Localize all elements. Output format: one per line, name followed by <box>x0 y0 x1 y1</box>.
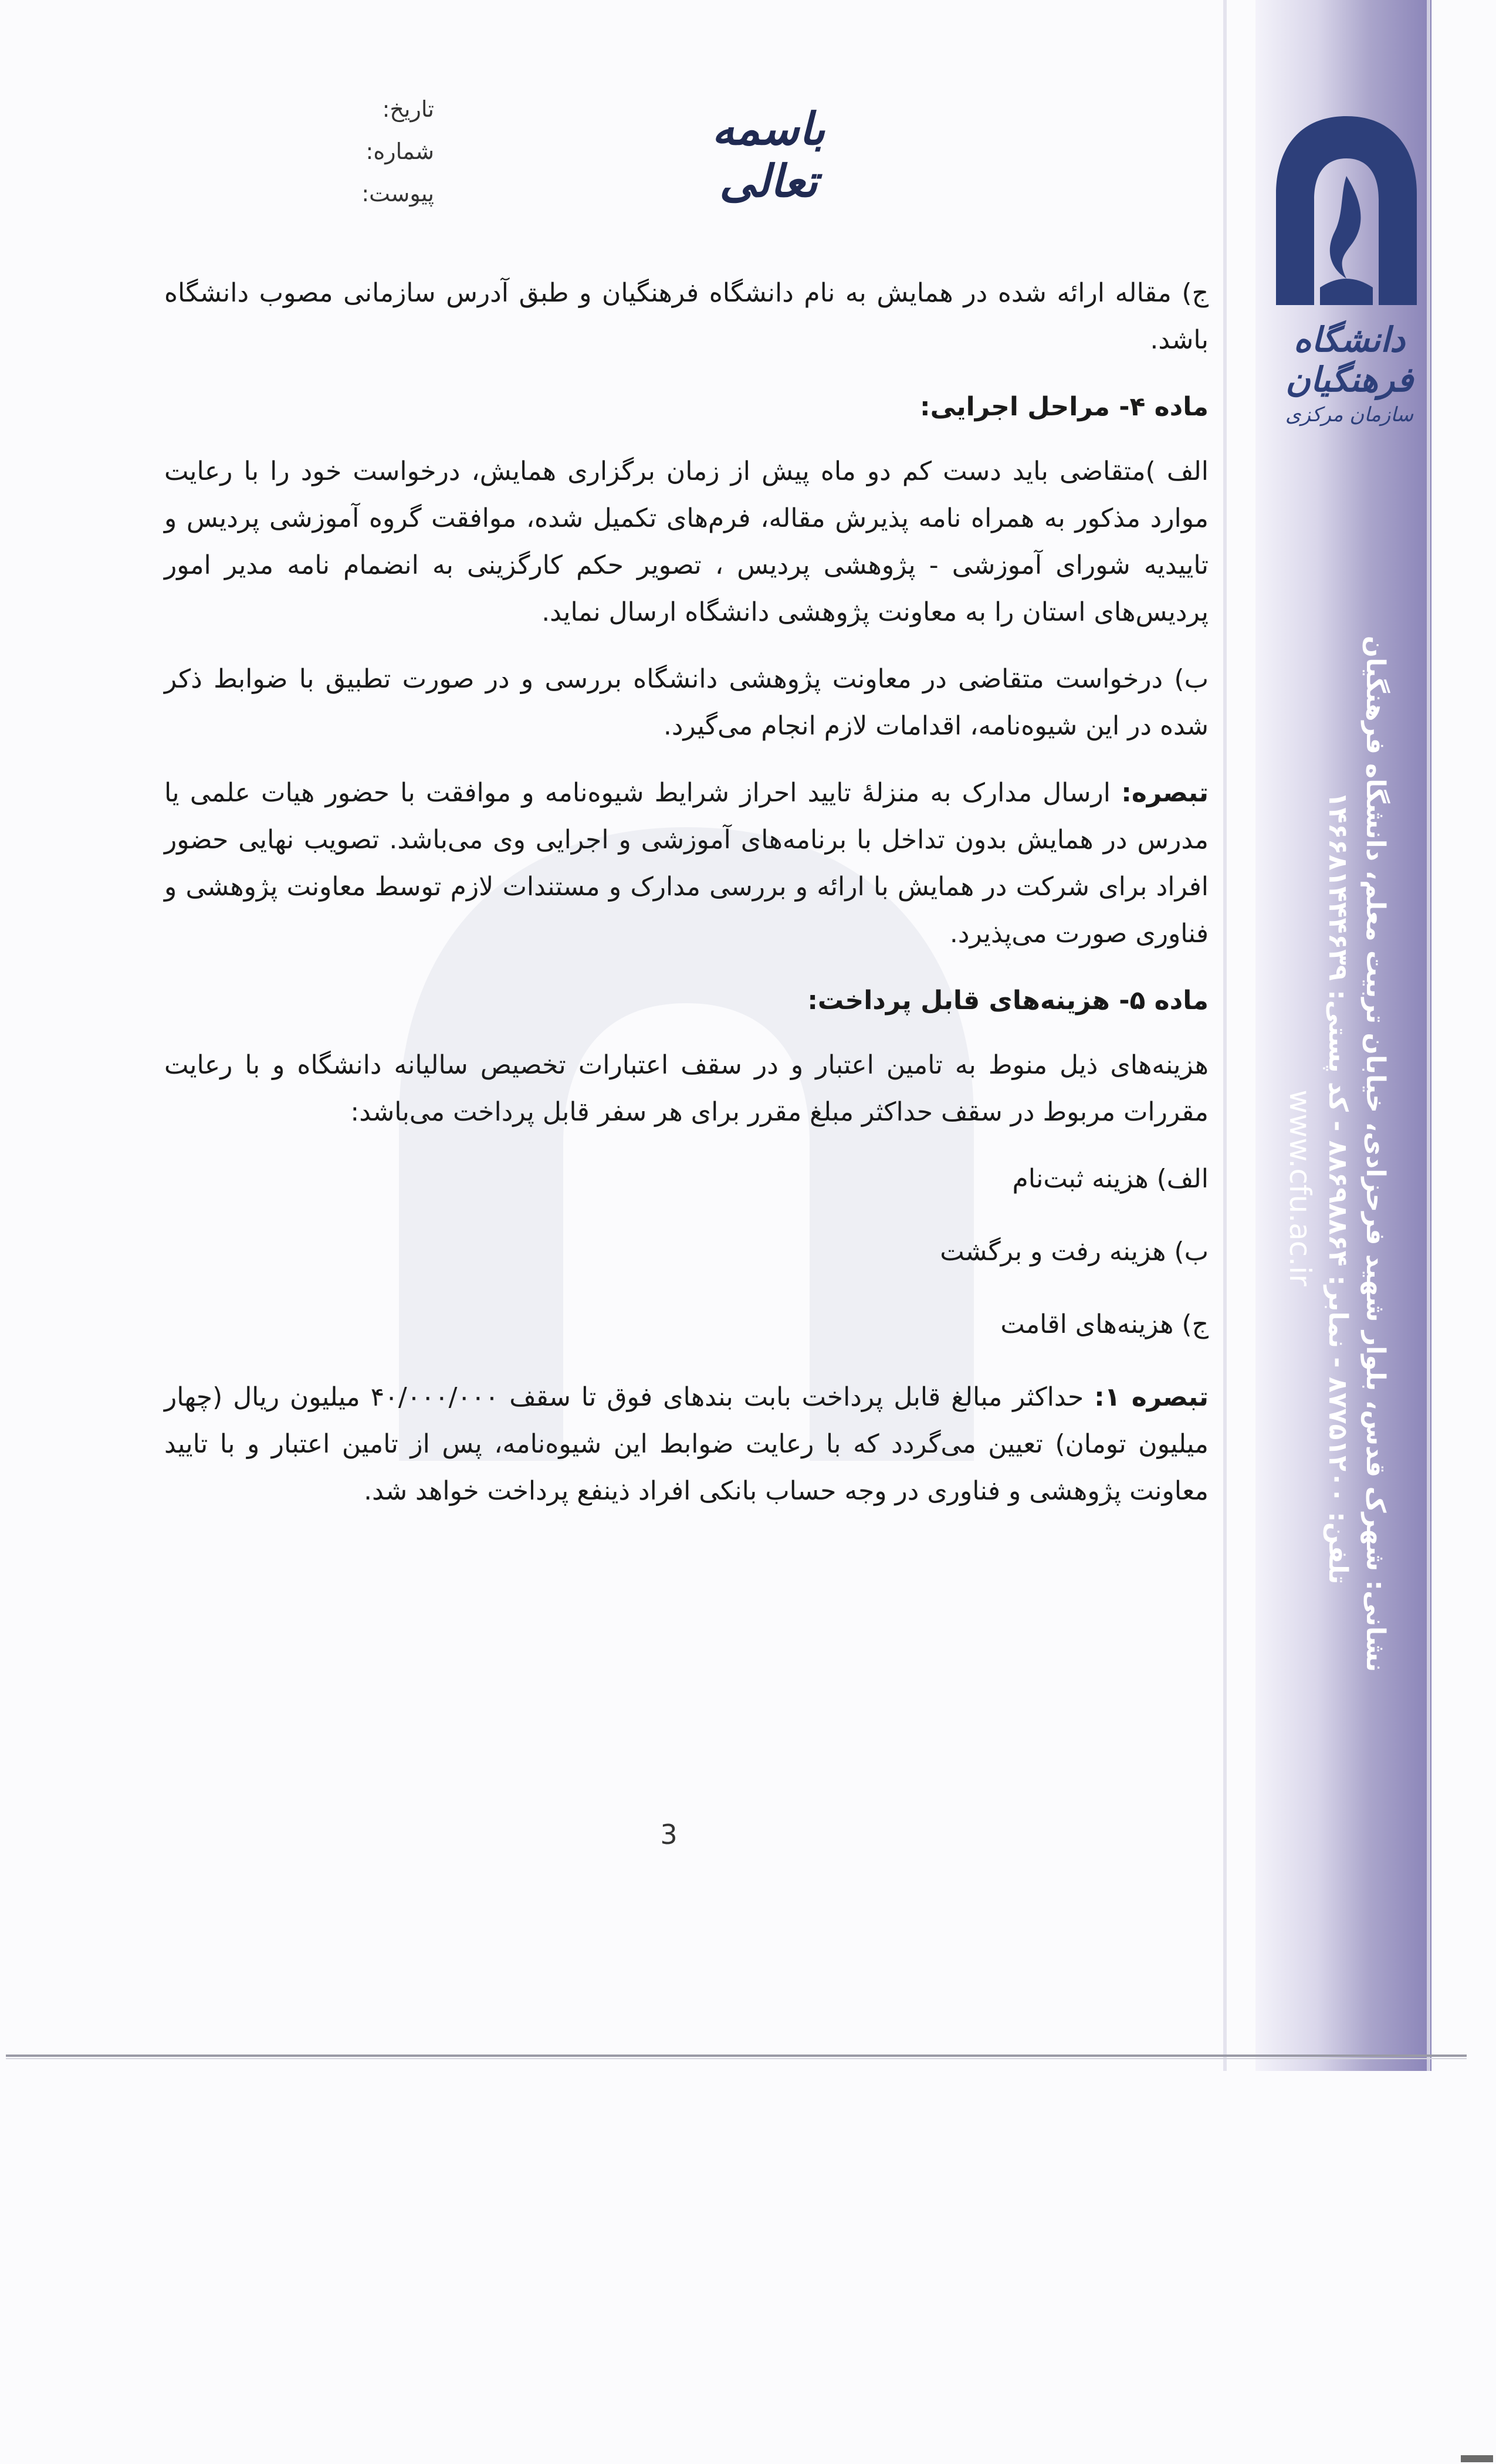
note-2 <box>164 1374 1209 1515</box>
expense-item-b: ب) هزینه رفت و برگشت <box>940 1237 1209 1267</box>
article-4-heading: ماده ۴- مراحل اجرایی: <box>920 392 1209 422</box>
date-label: تاریخ: <box>382 96 434 122</box>
address-text: نشانی: شهرک قدس، بلوار شهید فرحزادی، خیابان تربیت معلم، دانشگاه فرهنگیان <box>1360 635 1390 1672</box>
footer-rule <box>6 2055 1467 2057</box>
corner-mark <box>1461 2455 1493 2462</box>
footer-rule-shadow <box>6 2058 1467 2059</box>
paragraph-j: ج) مقاله ارائه شده در همایش به نام دانشگاه فرهنگیان و طبق آدرس سازمانی مصوب دانشگاه باشد. <box>164 278 1209 355</box>
letter-meta <box>317 88 434 215</box>
strip-outer-edge <box>1427 0 1430 2071</box>
note-1-text: ارسال مدارک به منزلهٔ تایید احراز شرایط شیوه‌نامه و موافقت با حضور هیات علمی یا مدرس در همایش بدون تداخل با برنامه‌های آموزشی و اجرایی وی می‌باشد. تصویب نهایی حضور افراد برای شرکت در همایش با ارائه و بررسی مدارک و مستندات لازم توسط معاونت پژوهشی و فناوری صورت می‌پذیرد. <box>164 778 1209 949</box>
article-4-item-a: الف )متقاضی باید دست کم دو ماه پیش از زمان برگزاری همایش، درخواست خود را با رعایت موارد مذکور به همراه نامه پذیرش مقاله، فرم‌های تکمیل شده، موافقت گروه آموزشی پردیس و تاییدیه شورای آموزشی - پژوهشی پردیس ، تصویر حکم کارگزینی به انضمام نامه مدیر امور پردیس‌های استان را به معاونت پژوهشی دانشگاه ارسال نماید. <box>164 456 1209 627</box>
contact-info <box>1267 635 1408 1672</box>
expense-item-c: ج) هزینه‌های اقامت <box>1000 1309 1209 1339</box>
note-2-label: تبصره ۱: <box>1094 1382 1209 1412</box>
article-5-intro: هزینه‌های ذیل منوط به تامین اعتبار و در سقف اعتبارات تخصیص سالیانه دانشگاه و با رعایت مقررات مربوط در سقف حداکثر مبلغ مقرر برای هر سفر قابل پرداخت می‌باشد: <box>164 1050 1209 1127</box>
strip-inner-edge <box>1223 0 1227 2071</box>
logo-subtitle: سازمان مرکزی <box>1285 403 1414 427</box>
note-1-label: تبصره: <box>1121 778 1209 808</box>
article-5-heading: ماده ۵- هزینه‌های قابل پرداخت: <box>807 986 1209 1016</box>
page-number: 3 <box>660 1819 678 1850</box>
logo-caption <box>1261 320 1437 427</box>
note-2-text: حداکثر مبالغ قابل پرداخت بابت بندهای فوق تا سقف ۴۰/۰۰۰/۰۰۰ میلیون ریال (چهار میلیون تومان) تعیین می‌گردد که با رعایت ضوابط این شیوه‌نامه، پس از تامین اعتبار و با تایید معاونت پژوهشی و فناوری در وجه حساب بانکی افراد ذینفع پرداخت خواهد شد. <box>164 1382 1209 1506</box>
note-1 <box>164 770 1209 957</box>
expense-item-a: الف) هزینه ثبت‌نام <box>1012 1164 1209 1194</box>
number-label: شماره: <box>365 138 434 164</box>
website-link[interactable]: www.cfu.ac.ir <box>1283 1089 1317 1287</box>
article-4-item-b: ب) درخواست متقاضی در معاونت پژوهشی دانشگاه بررسی و در صورت تطبیق با ضوابط ذکر شده در این شیوه‌نامه، اقدامات لازم انجام می‌گیرد. <box>164 664 1209 741</box>
phone-text: تلفن: ۸۷۷۵۱۲۰۰ - نمابر: ۸۸۶۹۸۸۶۴ - کد پستی: ۱۴۶۶۸۱۴۴۴۶۳۹ <box>1323 791 1353 1585</box>
document-body <box>164 270 1209 1535</box>
attachment-label: پیوست: <box>361 181 434 207</box>
bismillah-heading: باسمه تعالی <box>712 103 825 207</box>
logo-name: دانشگاه فرهنگیان <box>1285 320 1413 400</box>
